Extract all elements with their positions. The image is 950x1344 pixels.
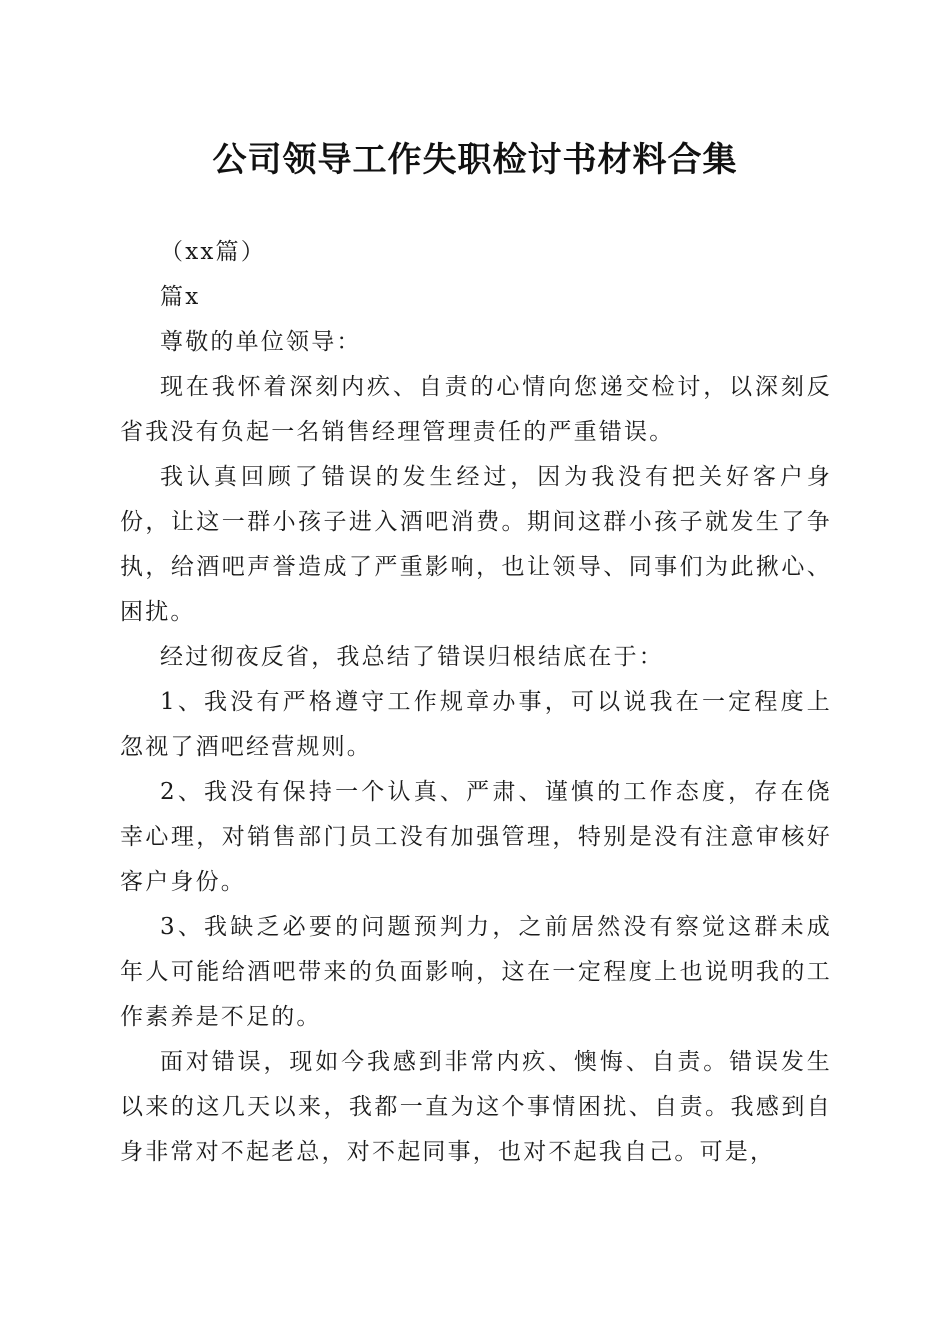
- paragraph-salutation: 尊敬的单位领导：: [160, 329, 362, 355]
- paragraph-count-note: （xx篇）: [160, 239, 266, 265]
- paragraph-reflection: 面对错误，现如今我感到非常内疚、懊悔、自责。错误发生以来的这几天以来，我都一直为这个事情困扰、自责。我感到自身非常对不起老总，对不起同事，也对不起我自己。可是，: [120, 1049, 832, 1165]
- paragraph-point-2: 2、我没有保持一个认真、严肃、谨慎的工作态度，存在侥幸心理，对销售部门员工没有加强管理，特别是没有注意审核好客户身份。: [120, 779, 832, 895]
- document-body: [120, 230, 832, 1175]
- paragraph-summary-lead: 经过彻夜反省，我总结了错误归根结底在于：: [160, 644, 664, 670]
- paragraph-section-label: 篇x: [160, 284, 201, 310]
- paragraph-point-3: 3、我缺乏必要的问题预判力，之前居然没有察觉这群未成年人可能给酒吧带来的负面影响，这在一定程度上也说明我的工作素养是不足的。: [120, 914, 832, 1030]
- paragraph-intro: 现在我怀着深刻内疚、自责的心情向您递交检讨，以深刻反省我没有负起一名销售经理管理责任的严重错误。: [120, 374, 832, 445]
- paragraph-point-1: 1、我没有严格遵守工作规章办事，可以说我在一定程度上忽视了酒吧经营规则。: [120, 689, 832, 760]
- document-title: 公司领导工作失职检讨书材料合集: [212, 140, 738, 180]
- paragraph-incident: 我认真回顾了错误的发生经过，因为我没有把关好客户身份，让这一群小孩子进入酒吧消费。期间这群小孩子就发生了争执，给酒吧声誉造成了严重影响，也让领导、同事们为此揪心、困扰。: [120, 464, 832, 625]
